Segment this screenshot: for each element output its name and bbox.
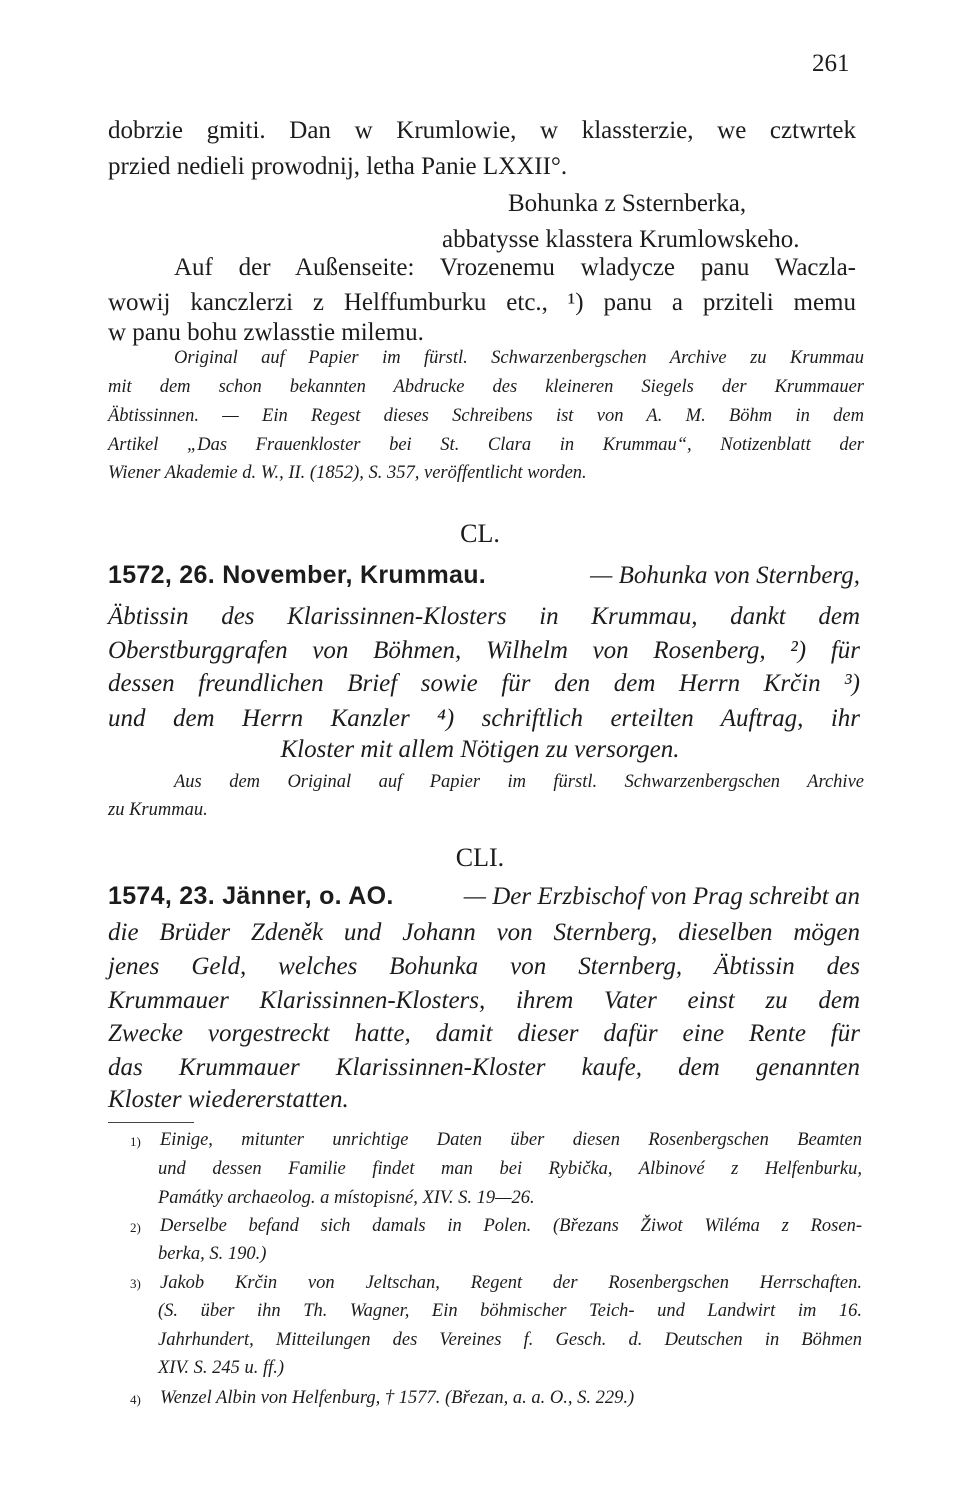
- footnote-2-marker: 2): [130, 1220, 141, 1235]
- footnote-3-line-1: Jakob Krčin von Jeltschan, Regent der Rosenbergschen Herrschaften.: [160, 1273, 862, 1293]
- footnote-3-line-4: XIV. S. 245 u. ff.): [158, 1358, 285, 1378]
- letter-outside-line-1: Auf der Außenseite: Vrozenemu wladycze panu Waczla-: [174, 254, 856, 281]
- letter-signature-2: abbatysse klasstera Krumlowskeho.: [442, 226, 800, 253]
- regest-cl-source-line-1: Aus dem Original auf Papier im fürstl. Schwarzenbergschen Archive: [174, 772, 864, 792]
- regest-cl-line-1: — Bohunka von Sternberg,: [590, 562, 860, 589]
- source-note-line-1: Original auf Papier im fürstl. Schwarzenbergschen Archive zu Krummau: [174, 348, 864, 368]
- regest-cli-first-line: [108, 882, 860, 911]
- regest-cli-line-3: jenes Geld, welches Bohunka von Sternberg, Äbtissin des: [108, 953, 860, 980]
- footnote-1-mark: [130, 1134, 145, 1159]
- letter-line-2: przied nedieli prowodnij, letha Panie LXXII°.: [108, 153, 568, 180]
- regest-cl-line-6: Kloster mit allem Nötigen zu versorgen.: [280, 736, 680, 763]
- regest-cli-line-4: Krummauer Klarissinnen-Klosters, ihrem Vater einst zu dem: [108, 987, 860, 1014]
- footnote-1-marker: 1): [130, 1134, 141, 1149]
- regest-cl-source-line-2: zu Krummau.: [108, 800, 208, 820]
- letter-line-1: dobrzie gmiti. Dan w Krumlowie, w klassterzie, we cztwrtek: [108, 117, 856, 144]
- letter-signature-1: Bohunka z Ssternberka,: [508, 190, 747, 217]
- page-number: 261: [812, 50, 850, 77]
- regest-cl-line-3: Oberstburggrafen von Böhmen, Wilhelm von Rosenberg, ²) für: [108, 637, 860, 664]
- regest-cli-date: 1574, 23. Jänner, o. AO.: [108, 882, 394, 910]
- regest-cl-line-4: dessen freundlichen Brief sowie für den dem Herrn Krčin ³): [108, 670, 860, 697]
- footnote-1-line-1: Einige, mitunter unrichtige Daten über diesen Rosenbergschen Beamten: [160, 1130, 862, 1150]
- document-number-cli: CLI.: [455, 843, 505, 872]
- footnote-4-marker: 4): [130, 1392, 141, 1407]
- footnote-1-line-3: Památky archaeolog. a místopisné, XIV. S. 19—26.: [158, 1188, 535, 1208]
- footnote-3-line-2: (S. über ihn Th. Wagner, Ein böhmischer Teich- und Landwirt im 16.: [158, 1301, 862, 1321]
- regest-cl-date: 1572, 26. November, Krummau.: [108, 561, 487, 589]
- letter-outside-line-3: w panu bohu zwlasstie milemu.: [108, 319, 424, 346]
- footnote-2-line-2: berka, S. 190.): [158, 1244, 267, 1264]
- footnote-2-mark: [130, 1220, 145, 1245]
- footnote-2-line-1: Derselbe befand sich damals in Polen. (Březans Žiwot Wiléma z Rosen-: [160, 1216, 862, 1236]
- source-note-line-2: mit dem schon bekannten Abdrucke des kleineren Siegels der Krummauer: [108, 377, 864, 397]
- regest-cl-first-line: [108, 561, 860, 590]
- regest-cl-line-5: und dem Herrn Kanzler ⁴) schriftlich erteilten Auftrag, ihr: [108, 705, 860, 732]
- footnote-3-marker: 3): [130, 1276, 141, 1291]
- footnote-separator: [108, 1122, 194, 1123]
- footnote-4-line-1: Wenzel Albin von Helfenburg, † 1577. (Březan, a. a. O., S. 229.): [160, 1388, 635, 1408]
- footnote-4-mark: [130, 1392, 145, 1417]
- regest-cli-line-5: Zwecke vorgestreckt hatte, damit dieser dafür eine Rente für: [108, 1020, 860, 1047]
- footnote-3-line-3: Jahrhundert, Mitteilungen des Vereines f. Gesch. d. Deutschen in Böhmen: [158, 1330, 862, 1350]
- source-note-line-4: Artikel „Das Frauenkloster bei St. Clara in Krummau“, Notizenblatt der: [108, 435, 864, 455]
- source-note-line-5: Wiener Akademie d. W., II. (1852), S. 357, veröffentlicht worden.: [108, 463, 587, 483]
- regest-cli-line-6: das Krummauer Klarissinnen-Kloster kaufe, dem genannten: [108, 1054, 860, 1081]
- document-number-cl: CL.: [460, 519, 500, 548]
- regest-cli-line-7: Kloster wiedererstatten.: [108, 1086, 349, 1113]
- regest-cli-line-2: die Brüder Zdeněk und Johann von Sternberg, dieselben mögen: [108, 919, 860, 946]
- footnote-3-mark: [130, 1276, 145, 1301]
- letter-outside-line-2: wowij kanczlerzi z Helffumburku etc., ¹) panu a prziteli memu: [108, 289, 856, 316]
- source-note-line-3: Äbtissinnen. — Ein Regest dieses Schreibens ist von A. M. Böhm in dem: [108, 406, 864, 426]
- regest-cli-line-1: — Der Erzbischof von Prag schreibt an: [463, 883, 860, 910]
- footnote-1-line-2: und dessen Familie findet man bei Rybička, Albinové z Helfenburku,: [158, 1159, 862, 1179]
- regest-cl-line-2: Äbtissin des Klarissinnen-Klosters in Krummau, dankt dem: [108, 603, 860, 630]
